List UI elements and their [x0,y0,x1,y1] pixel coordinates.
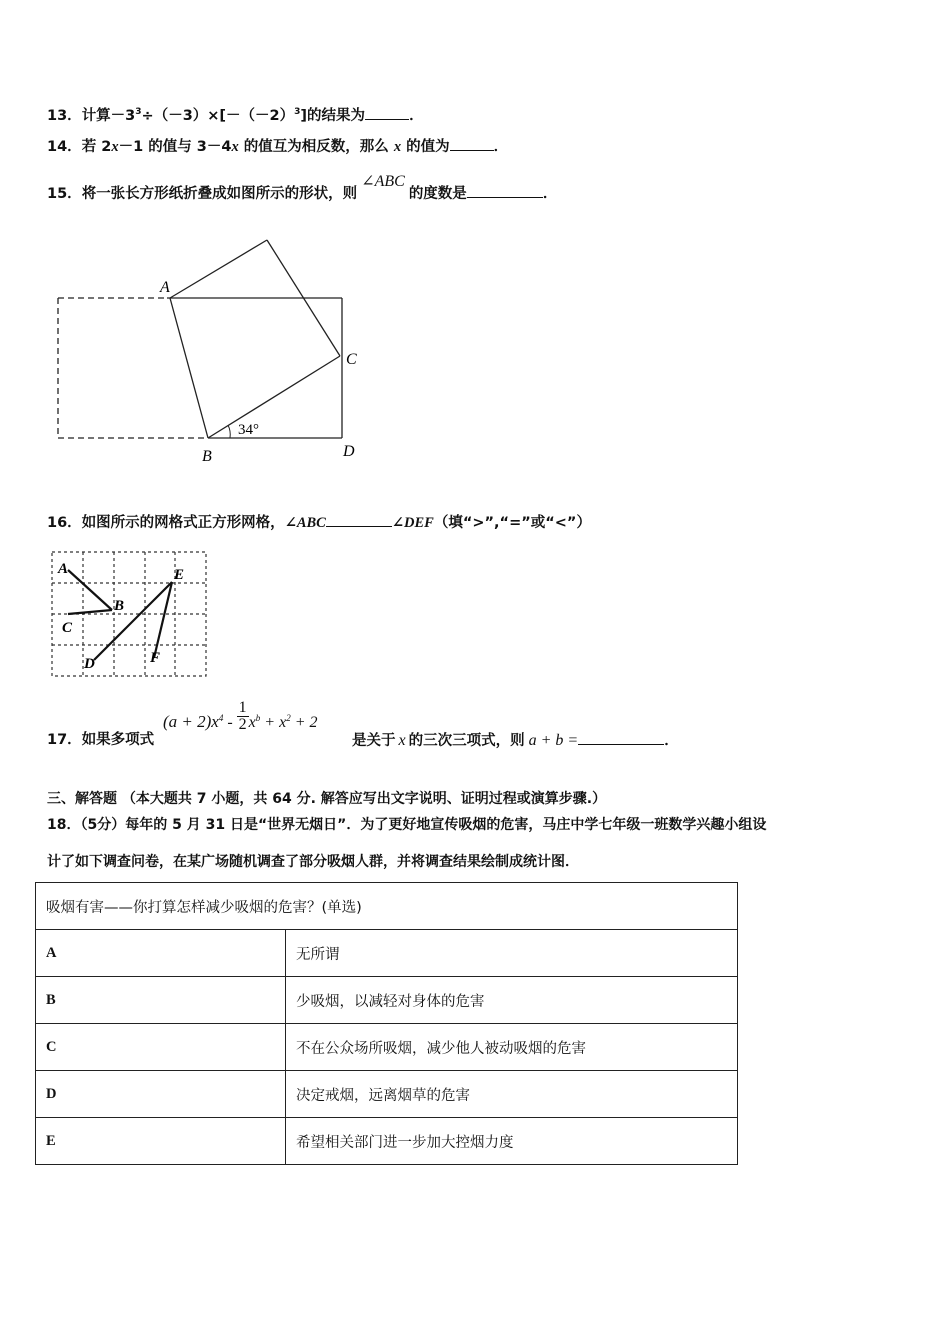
exponent: 2 [286,712,291,723]
question-text: ]的结果为 [300,107,366,124]
expr-term: (a + 2)x [163,712,219,732]
angle-abc: ∠ABC [361,173,405,190]
label-d: D [84,656,95,672]
question-18-line2: 计了如下调查问卷，在某广场随机调查了部分吸烟人群，并将调查结果绘制成统计图． [47,854,579,870]
option-key: B [36,977,286,1024]
variable: x [111,139,119,155]
question-number: 17． [47,732,82,748]
fill-hint: （填“>”,“=”或“<”） [433,515,591,531]
label-c: C [62,620,73,636]
table-row [36,1118,738,1165]
question-text: 将一张长方形纸折叠成如图所示的形状，则 [81,186,358,202]
label-c: C [346,351,357,368]
exponent: b [255,712,261,723]
question-text: 若 2 [81,139,112,155]
label-e: E [174,567,185,583]
table-row [36,1071,738,1118]
option-key: C [36,1024,286,1071]
label-d: D [343,443,355,460]
question-text: 的三次三项式，则 [408,733,525,749]
question-text: 计算－3 [81,107,136,124]
angle-arc [228,425,230,438]
angle-34-label: 34° [238,422,259,438]
exponent: 3 [294,107,301,117]
question-number: 15． [47,186,82,202]
question-text: 如果多项式 [81,732,155,748]
answer-blank[interactable] [467,183,543,198]
angle-abc: ∠ABC [284,515,326,531]
question-15 [47,173,558,204]
expr-term: + 2 [290,714,318,732]
option-key: A [36,930,286,977]
fraction [237,700,249,733]
variable: x [248,714,256,732]
question-18-line1: 18．（5分）每年的 5 月 31 日是“世界无烟日”．为了更好地宣传吸烟的危害，马庄中学七年级一班数学兴趣小组设 [47,817,767,833]
label-a: A [58,561,69,577]
question-14 [47,136,508,157]
question-text: 是关于 [352,733,396,749]
folded-paper-figure [40,228,380,473]
answer-blank[interactable] [578,730,664,745]
segment-de [94,582,172,660]
option-key: D [36,1071,286,1118]
label-b: B [114,598,125,614]
label-a: A [160,279,170,296]
question-text: 的度数是 [408,186,467,202]
question-text: －1 的值与 3－4 [118,139,232,155]
question-number: 16． [47,515,82,531]
exponent: 3 [135,107,142,117]
question-number: 14． [47,139,82,155]
option-key: E [36,1118,286,1165]
question-text: 如图所示的网格式正方形网格， [81,515,285,531]
variable: x [393,139,402,155]
section-heading: 三、解答题 （本大题共 7 小题，共 64 分. 解答应写出文字说明、证明过程或演算步骤.） [47,791,607,807]
question-17 [47,730,154,750]
label-f: F [150,650,161,666]
segment-ab [68,570,112,610]
option-text: 少吸烟，以减轻对身体的危害 [286,977,738,1024]
table-title-row [36,883,738,930]
question-number: 13． [47,107,82,124]
grid-figure [48,548,210,680]
period: ． [664,733,679,749]
expr-minus: - [223,714,237,732]
fraction-denominator: 2 [238,716,247,733]
table-row [36,1024,738,1071]
polynomial-expression [163,699,318,740]
answer-blank[interactable] [326,512,392,527]
label-b: B [202,448,212,465]
table-title: 吸烟有害——你打算怎样减少吸烟的危害？(单选) [36,883,738,930]
exponent: 4 [218,712,224,723]
option-text: 无所谓 [286,930,738,977]
period: ． [493,139,509,155]
result-expression: a + b = [528,732,579,749]
question-16 [47,512,591,533]
question-text: 的值为 [401,139,450,155]
question-text: ÷（－3）×[－（－2） [141,107,295,124]
option-text: 希望相关部门进一步加大控烟力度 [286,1118,738,1165]
variable: x [398,732,406,749]
folded-top-edge [170,240,267,298]
variable: x [231,139,239,155]
expr-term: + x [260,714,287,732]
question-17-cont [352,730,679,751]
answer-blank[interactable] [365,105,409,120]
question-13 [47,102,424,126]
segment-ef [154,582,172,658]
answer-blank[interactable] [450,136,494,151]
period: ． [542,186,558,202]
angle-def: ∠DEF [391,515,434,531]
table-row [36,930,738,977]
period: ． [409,107,424,124]
fraction-numerator: 1 [238,699,247,716]
question-text: 的值互为相反数，那么 [238,139,394,155]
fold-line-ab [170,298,208,438]
survey-table [35,882,738,1165]
option-text: 不在公众场所吸烟，减少他人被动吸烟的危害 [286,1024,738,1071]
option-text: 决定戒烟，远离烟草的危害 [286,1071,738,1118]
table-row [36,977,738,1024]
